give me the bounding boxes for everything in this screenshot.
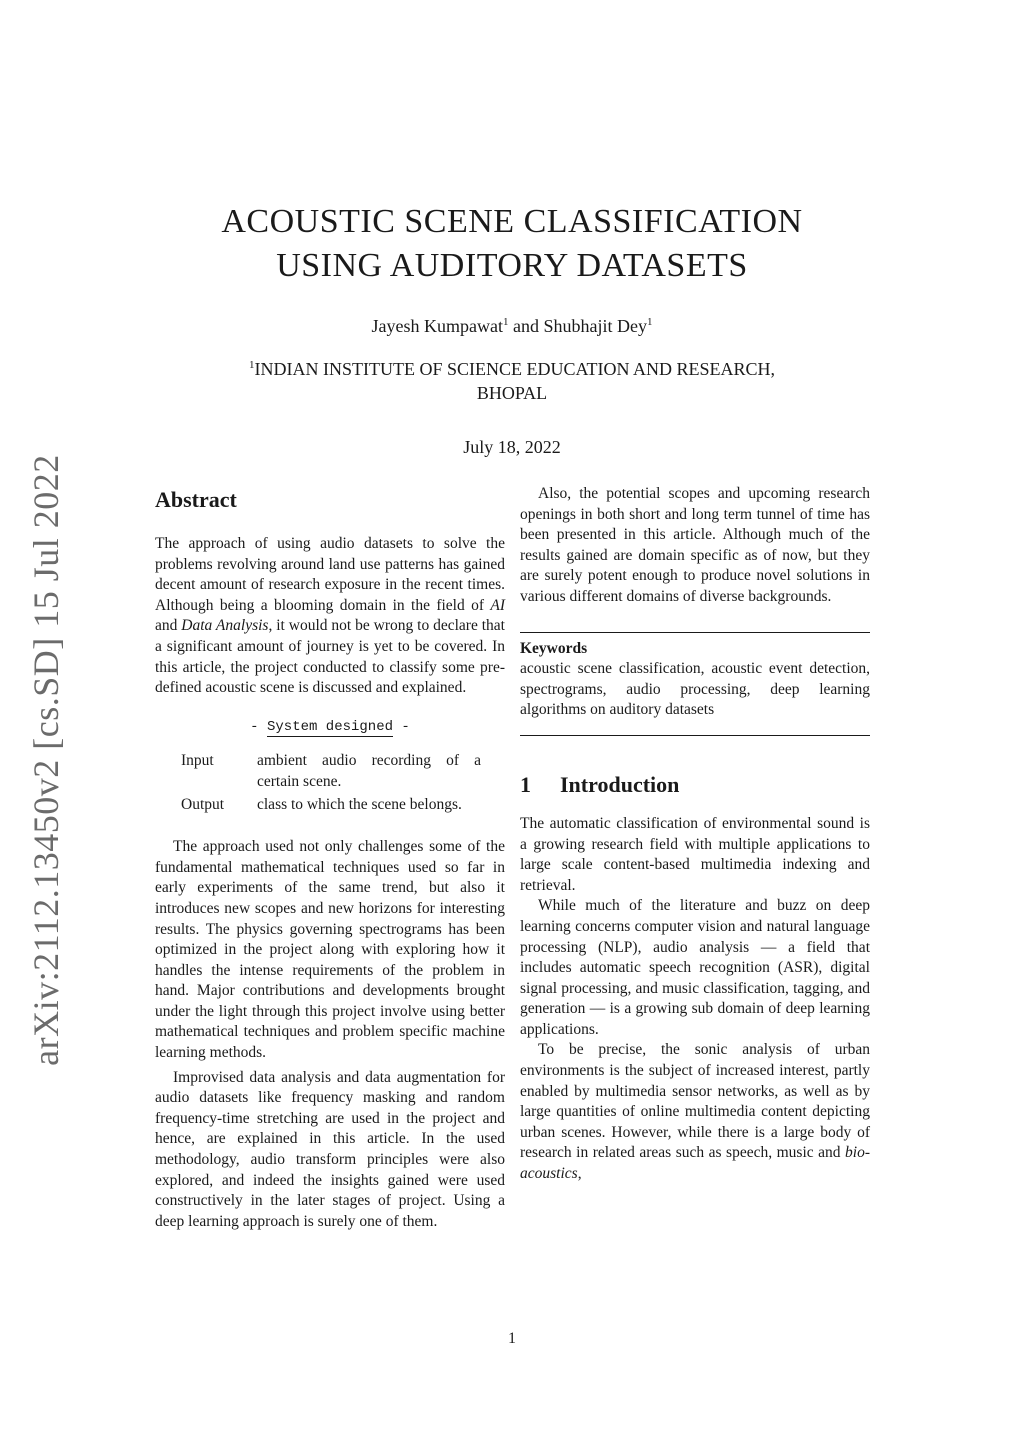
section-title: Introduction [560, 771, 680, 797]
system-designed-heading: - System designed - [250, 718, 410, 735]
system-designed-label: System designed [266, 718, 394, 735]
abstract-paragraph-2: The approach used not only challenges some of the fundamental mathematical techniques used so far in early experiments of the same trend, but also it introduces new scopes and new horizons for interesting results. The physics governing spectrograms has been optimized in the project along with exploring how it handles the intense requirements of the problem in hand. Major contributions and developments brought under the light through this project involve using better mathematical techniques and problem specific machine learning methods. [155, 838, 505, 1062]
title-line-1: ACOUSTIC SCENE CLASSIFICATION [221, 203, 803, 240]
keywords-block [520, 639, 870, 721]
intro-paragraph-1: The automatic classification of environmental sound is a growing research field with multiple applications to large scale content-based multimedia indexing and retrieval. [520, 814, 870, 894]
abstract-paragraph-1: The approach of using audio datasets to solve the problems revolving around land use patterns has gained decent amount of research exposure in the recent times. Although being a blooming domain in the field of AI and Data Analysis, it would not be wrong to declare that a significant amount of journey is yet to be covered. In this article, the project conducted to classify some pre-defined acoustic scene is discussed and explained. [155, 535, 505, 697]
intro-paragraph-2: While much of the literature and buzz on deep learning concerns computer vision and natural language processing (NLP), audio analysis — a field that includes automatic speech recognition (ASR), digital signal processing, and music classification, tagging, and generation — is a growing sub domain of deep learning applications. [520, 897, 870, 1038]
left-column [155, 484, 505, 1232]
paper-title [0, 200, 1024, 288]
authors [0, 316, 1024, 337]
io-label: Output [181, 795, 225, 813]
author-1: Jayesh Kumpawat [371, 316, 503, 336]
affiliation-mark: 1 [249, 359, 255, 371]
table-row [181, 795, 481, 818]
table-row [181, 751, 481, 794]
arxiv-identifier: arXiv:2112.13450v2 [cs.SD] 15 Jul 2022 [26, 454, 66, 1066]
intro-paragraph-3: To be precise, the sonic analysis of urban environments is the subject of increased interest, partly enabled by multimedia sensor networks, as well as by large quantities of online multimedia content depicting urban scenes. However, while there is a large body of research in related areas such as speech, music and bio-acoustics, [520, 1041, 870, 1183]
io-value: ambient audio recording of a certain scene. [257, 752, 481, 790]
author-connector: and [508, 316, 544, 336]
abstract-paragraph-3: Improvised data analysis and data augmentation for audio datasets like frequency masking and random frequency-time stretching are used in the project and hence, are explained in this article. In the used methodology, audio transform principles were also explored, and indeed the insights gained were used constructively in the later stages of project. Using a deep learning approach is surely one of them. [155, 1068, 505, 1230]
io-value: class to which the scene belongs. [257, 795, 462, 813]
affiliation-line-2: BHOPAL [476, 383, 548, 403]
abstract-heading: Abstract [155, 487, 237, 512]
keywords-bottom-rule [520, 735, 870, 736]
page-number: 1 [508, 1330, 516, 1347]
paper-date: July 18, 2022 [463, 437, 561, 457]
affiliation-line-1: INDIAN INSTITUTE OF SCIENCE EDUCATION AND RESEARCH, [254, 359, 775, 379]
bio-acoustics-term: bio-acoustics [520, 1144, 870, 1183]
section-number: 1 [520, 771, 531, 797]
author-2: Shubhajit Dey [543, 316, 647, 336]
title-line-2: USING AUDITORY DATASETS [276, 247, 748, 284]
title-block [0, 200, 1024, 458]
ai-term: AI [490, 596, 505, 614]
author-2-affil-mark: 1 [646, 316, 653, 328]
io-label: Input [181, 752, 214, 770]
author-1-affil-mark: 1 [502, 316, 509, 328]
keywords-text: acoustic scene classification, acoustic event detection, spectrograms, audio processing, deep learning algorithms on auditory datasets [520, 660, 870, 719]
keywords-heading: Keywords [520, 639, 588, 657]
data-analysis-term: Data Analysis [181, 617, 269, 635]
arxiv-side-stamp [16, 454, 76, 1066]
introduction-heading [520, 770, 870, 800]
abstract-paragraph-4: Also, the potential scopes and upcoming research openings in both short and long term tunnel of time has been presented in this article. Although much of the results gained are domain specific as of now, but they are surely potent enough to produce novel solutions in various different domains of diverse backgrounds. [520, 485, 870, 605]
system-io-table [181, 751, 481, 817]
keywords-top-rule [520, 632, 870, 633]
right-column [520, 484, 870, 1185]
affiliation [0, 353, 1024, 405]
